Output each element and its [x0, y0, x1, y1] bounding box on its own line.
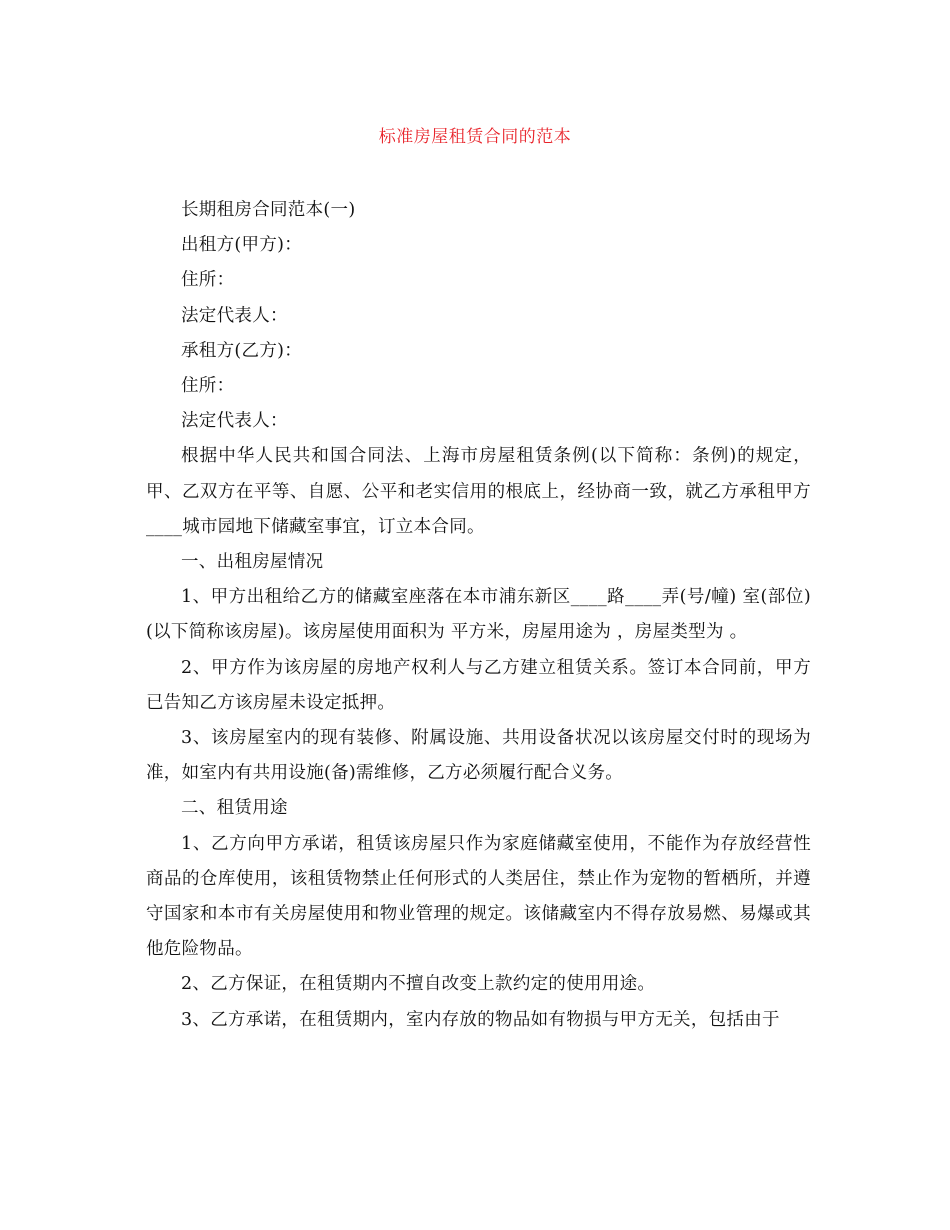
- party-a-address-label: 住所：: [181, 270, 235, 291]
- section-1-clause-3: 3、该房屋室内的现有装修、附属设施、共用设备状况以该房屋交付时的现场为准，如室内有共用设施(备)需维修，乙方必须履行配合义务。: [146, 728, 811, 784]
- section-2-heading: 二、租赁用途: [181, 798, 288, 819]
- heading-contract-sample: 长期租房合同范本(一): [181, 200, 356, 220]
- section-2-clause-2: 2、乙方保证，在租赁期内不擅自改变上款约定的使用用途。: [181, 974, 656, 995]
- document-body: [146, 193, 811, 1038]
- section-2-clause-3: 3、乙方承诺，在租赁期内，室内存放的物品如有物损与甲方无关，包括由于: [181, 1009, 780, 1030]
- section-1-heading: 一、出租房屋情况: [181, 552, 324, 573]
- document-title: 标准房屋租赁合同的范本: [378, 127, 572, 147]
- party-b-address-label: 住所：: [181, 376, 235, 397]
- section-2-clause-1: 1、乙方向甲方承诺，租赁该房屋只作为家庭储藏室使用，不能作为存放经营性商品的仓库使用，该租赁物禁止任何形式的人类居住，禁止作为宠物的暂栖所，并遵守国家和本市有关房屋使用和物业管理的规定。该储藏室内不得存放易燃、易爆或其他危险物品。: [146, 833, 811, 960]
- section-1-clause-1: 1、甲方出租给乙方的储藏室座落在本市浦东新区____路____弄(号/幢) 室(部位) (以下简称该房屋)。该房屋使用面积为 平方米，房屋用途为 ，房屋类型为 。: [146, 587, 811, 643]
- party-a-label: 出租方(甲方)：: [181, 235, 303, 256]
- party-b-label: 承租方(乙方)：: [181, 340, 303, 361]
- preamble-paragraph: 根据中华人民共和国合同法、上海市房屋租赁条例(以下简称：条例)的规定，甲、乙双方在平等、自愿、公平和老实信用的根底上，经协商一致，就乙方承租甲方____城市园地下储藏室事宜，订立本合同。: [146, 446, 811, 537]
- party-b-representative-label: 法定代表人：: [181, 411, 288, 432]
- party-a-representative-label: 法定代表人：: [181, 305, 288, 326]
- section-1-clause-2: 2、甲方作为该房屋的房地产权利人与乙方建立租赁关系。签订本合同前，甲方已告知乙方该房屋未设定抵押。: [146, 657, 811, 713]
